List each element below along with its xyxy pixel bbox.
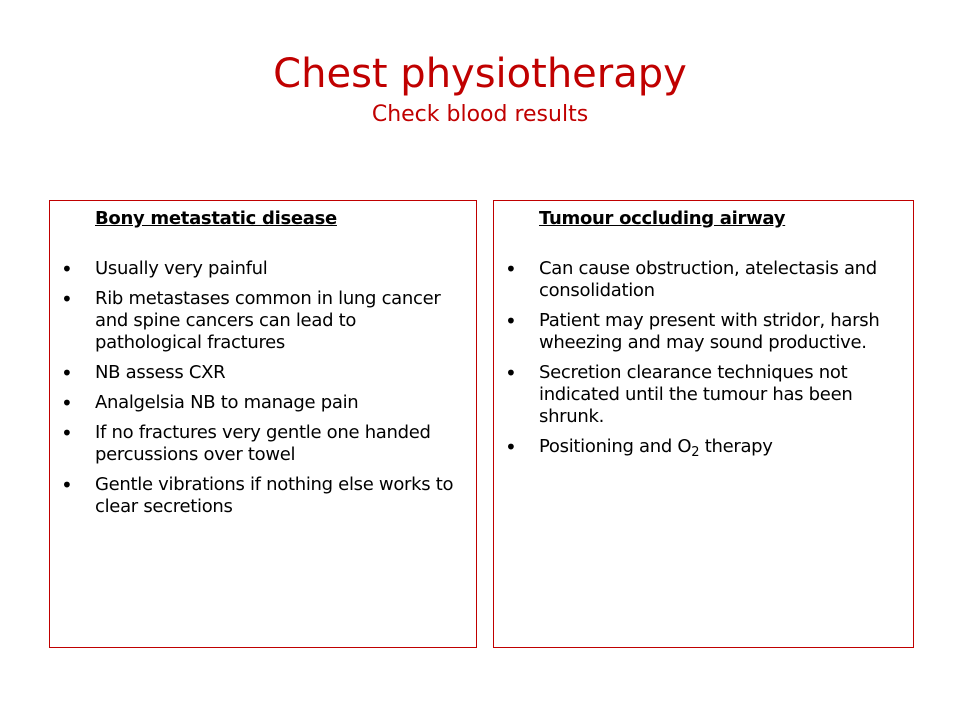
list-item: • If no fractures very gentle one handed percussions over towel: [50, 422, 476, 466]
list-item: • Usually very painful: [50, 258, 476, 280]
list-item: [494, 436, 913, 458]
list-item: • Patient may present with stridor, harsh wheezing and may sound productive.: [494, 310, 913, 354]
bullet-list: [494, 258, 913, 458]
panel-heading: Tumour occluding airway: [539, 208, 786, 229]
list-item: • Can cause obstruction, atelectasis and consolidation: [494, 258, 913, 302]
subscript: 2: [691, 445, 700, 460]
bony-metastatic-disease-panel: [49, 200, 477, 648]
list-item: • Gentle vibrations if nothing else works to clear secretions: [50, 474, 476, 518]
item-text: therapy: [699, 436, 773, 457]
panel-heading: Bony metastatic disease: [95, 208, 337, 229]
list-item: • Secretion clearance techniques not indicated until the tumour has been shrunk.: [494, 362, 913, 428]
slide-title: [0, 48, 960, 130]
list-item: • Analgelsia NB to manage pain: [50, 392, 476, 414]
list-item: • Rib metastases common in lung cancer and spine cancers can lead to pathological fractures: [50, 288, 476, 354]
list-item: • NB assess CXR: [50, 362, 476, 384]
page-title: Chest physiotherapy: [273, 51, 687, 97]
bullet-list: [50, 258, 476, 518]
tumour-occluding-airway-panel: [493, 200, 914, 648]
item-text: Positioning and O: [539, 436, 692, 457]
page-subtitle: Check blood results: [371, 102, 589, 127]
